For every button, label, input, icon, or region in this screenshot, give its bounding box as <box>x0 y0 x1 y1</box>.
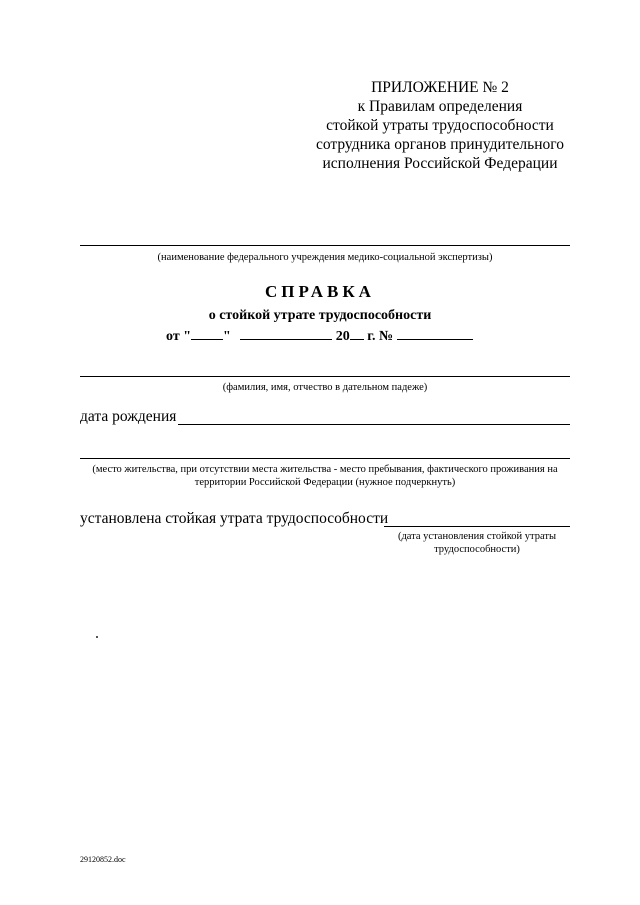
appendix-title: ПРИЛОЖЕНИЕ № 2 <box>371 79 509 96</box>
month-field[interactable] <box>240 327 332 340</box>
birth-date-field-line[interactable] <box>178 424 570 425</box>
year-field[interactable] <box>350 327 364 340</box>
full-name-caption: (фамилия, имя, отчество в дательном падеже) <box>222 382 428 393</box>
document-date-line <box>166 327 473 345</box>
footer-filename: 29120852.doc <box>80 855 126 864</box>
document-title: СПРАВКА <box>265 282 375 301</box>
date-quote: " <box>222 329 231 344</box>
year-suffix: г. <box>367 329 376 344</box>
residence-caption-line1: (место жительства, при отсутствии места жительства - место пребывания, фактического проживания на <box>92 464 558 475</box>
institution-field-line[interactable] <box>80 245 570 246</box>
institution-caption: (наименование федерального учреждения медико-социальной экспертизы) <box>157 252 493 263</box>
date-prefix: от " <box>166 329 191 344</box>
disability-date-field-line[interactable] <box>384 526 570 527</box>
appendix-line: сотрудника органов принудительного <box>315 136 565 153</box>
residence-caption-line2: территории Российской Федерации (нужное подчеркнуть) <box>194 477 456 488</box>
number-field[interactable] <box>397 327 473 340</box>
year-prefix: 20 <box>335 329 350 344</box>
residence-field-line[interactable] <box>80 458 570 459</box>
disability-caption-line2: трудоспособности) <box>434 544 520 555</box>
full-name-field-line[interactable] <box>80 376 570 377</box>
stray-dot <box>96 636 98 638</box>
number-sign: № <box>379 329 394 344</box>
birth-date-label: дата рождения <box>80 408 177 425</box>
appendix-line: стойкой утраты трудоспособности <box>326 117 554 134</box>
disability-caption-line1: (дата установления стойкой утраты <box>397 531 557 542</box>
appendix-header <box>300 78 580 173</box>
disability-label: установлена стойкая утрата трудоспособности <box>80 510 389 527</box>
document-subtitle: о стойкой утрате трудоспособности <box>208 308 432 323</box>
appendix-line: исполнения Российской Федерации <box>322 155 558 172</box>
day-field[interactable] <box>191 327 223 340</box>
appendix-line: к Правилам определения <box>357 98 523 115</box>
